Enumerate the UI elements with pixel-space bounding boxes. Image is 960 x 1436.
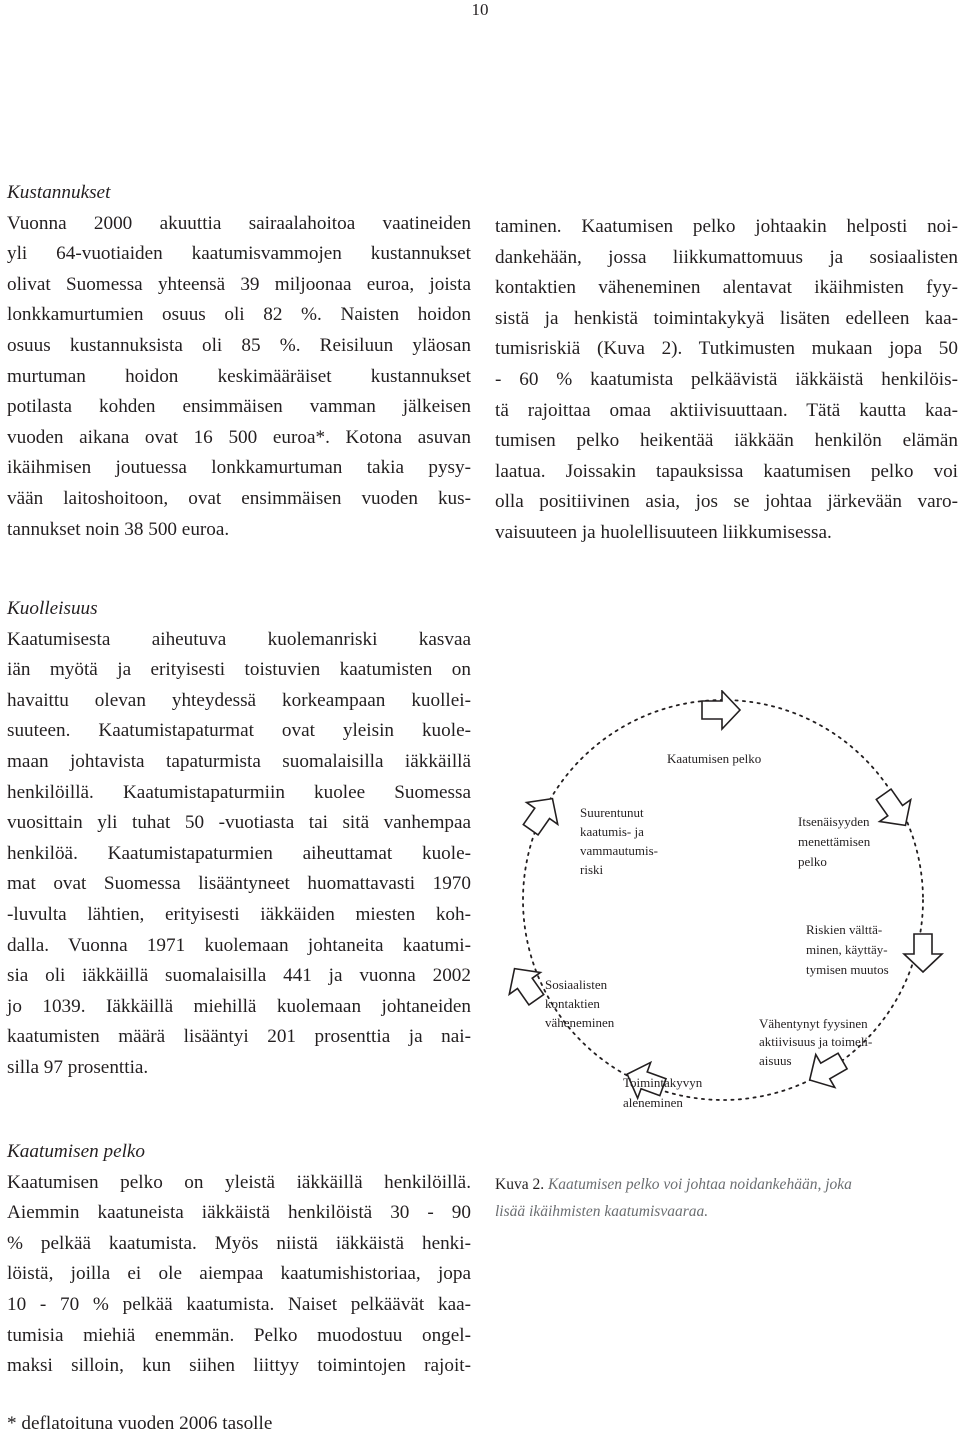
label-line: Itsenäisyyden <box>798 814 870 829</box>
text-line: sistä ja henkistä toimintakykyä lisäten edelleen kaa- <box>495 307 958 329</box>
text-line: laatua. Joissakin tapauksissa kaatumisen pelko voi <box>495 460 958 482</box>
caption-text: Kaatumisen pelko voi johtaa noidankehään, joka <box>544 1176 852 1193</box>
label-line: Kaatumisen pelko <box>667 751 762 766</box>
text-line: henkilöillä. Kaatumistapaturmiin kuolee Suomessa <box>7 781 471 803</box>
section-kustannukset <box>7 178 471 545</box>
text-line: tumisriskiä (Kuva 2). Tutkimusten mukaan jopa 50 <box>495 338 958 360</box>
diagram-label-riskien-valttaminen <box>806 922 889 977</box>
cycle-arrow-icon <box>904 934 942 972</box>
section-heading: Kuolleisuus <box>7 598 98 619</box>
text-line: tannukset noin 38 500 euroa. <box>7 518 230 540</box>
caption-text: lisää ikäihmisten kaatumisvaaraa. <box>495 1202 709 1220</box>
label-line: minen, käyttäy- <box>806 942 888 957</box>
text-line: Aiemmin kaatuneista iäkkäistä henkilöistä 30 - 90 <box>7 1202 471 1224</box>
text-line: tumisen pelko heikentää iäkkään henkilön elämän <box>495 430 958 452</box>
text-line: dalla. Vuonna 1971 kuolemaan johtaneita kaatumi- <box>7 934 471 956</box>
text-line: tumisia miehiä enemmän. Pelko muodostuu ongel- <box>7 1324 471 1346</box>
label-line: kaatumis- ja <box>580 824 644 839</box>
section-heading: Kaatumisen pelko <box>7 1141 146 1162</box>
text-line: Kaatumisen pelko on yleistä iäkkäillä henkilöillä. <box>7 1171 471 1193</box>
text-line: Kaatumisesta aiheutuva kuolemanriski kasvaa <box>7 628 471 650</box>
cycle-arrow-icon <box>499 958 552 1011</box>
text-line: vään laitoshoitoon, ovat ensimmäisen vuoden kus- <box>7 487 471 509</box>
paragraph <box>7 625 471 1084</box>
text-line: osuus kustannuksista oli 85 %. Reisiluun yläosan <box>7 334 471 356</box>
text-line: -luvulta lähtien, erityisesti iäkkäiden miesten koh- <box>7 903 471 925</box>
cycle-arrow-icon <box>515 788 568 841</box>
label-line: menettämisen <box>798 834 871 849</box>
text-line: maan johtavista tapaturmista suomalaisilla iäkkäillä <box>7 750 471 772</box>
diagram-label-kaatumisen-pelko <box>667 751 761 766</box>
label-line: Riskien välttä- <box>806 922 883 937</box>
text-line: ikäihmisen joutuessa lonkkamurtuman takia pysy- <box>7 457 471 479</box>
caption-label: Kuva 2. <box>495 1176 545 1193</box>
section-heading: Kustannukset <box>7 182 111 203</box>
label-line: vammautumis- <box>580 843 658 858</box>
footnote: * deflatoituna vuoden 2006 tasolle <box>7 1413 273 1434</box>
text-line: vuosittain yli tuhat 50 -vuotiasta tai sitä vanhempaa <box>7 812 471 834</box>
text-line: kaatumisten määrä lisääntyi 201 prosenttia ja nai- <box>7 1026 471 1048</box>
page-number: 10 <box>471 0 489 19</box>
text-line: lonkkamurtumien osuus oli 82 %. Naisten hoidon <box>7 304 471 326</box>
diagram-label-suurentunut-riski <box>580 805 658 877</box>
text-line: potilasta kohden ensimmäisen vamman jälkeisen <box>7 396 471 418</box>
text-line: mat ovat Suomessa lisääntyneet huomattavasti 1970 <box>7 873 471 895</box>
section-kuolleisuus <box>7 594 471 1084</box>
paragraph <box>495 212 958 549</box>
text-line: taminen. Kaatumisen pelko johtaakin helposti noi- <box>495 216 958 237</box>
text-line: löistä, joilla ei ole aiempaa kaatumishistoriaa, jopa <box>7 1263 471 1285</box>
diagram-label-sosiaalisten-kontaktien-vaheneminen <box>545 977 615 1030</box>
text-line: havaittu olevan yhteydessä korkeampaan kuollei- <box>7 689 471 711</box>
paragraph <box>7 209 471 546</box>
label-line: väheneminen <box>545 1015 615 1030</box>
text-line: vuoden aikana ovat 16 500 euroa*. Kotona asuvan <box>7 426 471 448</box>
cycle-arrow-icon <box>868 783 921 836</box>
vicious-circle-diagram <box>490 690 960 1130</box>
text-line: olla positiivinen asia, jos se johtaa järkevään varo- <box>495 491 958 513</box>
label-line: tymisen muutos <box>806 962 889 977</box>
text-line: vaisuuteen ja huolellisuuteen liikkumisessa. <box>495 521 832 543</box>
figure-caption <box>495 1172 945 1226</box>
text-line: sia oli iäkkäillä suomalaisilla 441 ja vuonna 2002 <box>7 965 471 987</box>
text-line: olivat Suomessa yhteensä 39 miljoonaa euroa, joista <box>7 273 471 295</box>
diagram-label-itsenaisyyden-menettamisen-pelko <box>798 814 871 869</box>
label-line: aleneminen <box>623 1095 683 1110</box>
text-line: silla 97 prosenttia. <box>7 1056 149 1078</box>
text-line: tä rajoittaa omaa aktiivisuuttaan. Tätä kautta kaa- <box>495 399 958 421</box>
cycle-arrow-icon <box>800 1045 852 1097</box>
section-kaatumisen-pelko <box>7 1137 471 1382</box>
text-line: dankehään, jossa liikkumattomuus ja sosiaalisten <box>495 246 958 268</box>
text-line: Vuonna 2000 akuuttia sairaalahoitoa vaatineiden <box>7 212 471 234</box>
text-line: iän myötä ja erityisesti toistuvien kaatumisten on <box>7 659 471 681</box>
label-line: Sosiaalisten <box>545 977 608 992</box>
label-line: pelko <box>798 854 827 869</box>
text-line: - 60 % kaatumista pelkäävistä iäkkäistä henkilöis- <box>495 368 958 390</box>
paragraph <box>7 1168 471 1382</box>
label-line: Toimintakyvyn <box>623 1075 703 1090</box>
text-line: suuteen. Kaatumistapaturmat ovat yleisin kuole- <box>7 720 471 742</box>
text-line: 10 - 70 % pelkää kaatumista. Naiset pelkäävät kaa- <box>7 1293 471 1315</box>
text-line: jo 1039. Iäkkäillä miehillä kuolemaan johtaneiden <box>7 995 471 1017</box>
text-line: % pelkää kaatumista. Myös niistä iäkkäistä henki- <box>7 1232 471 1254</box>
cycle-arrow-icon <box>702 691 740 729</box>
text-line: maksi silloin, kun siihen liittyy toimintojen rajoit- <box>7 1355 471 1377</box>
text-line: henkilöä. Kaatumistapaturmien aiheuttamat kuole- <box>7 842 471 864</box>
label-line: riski <box>580 862 604 877</box>
text-line: murtuman hoidon keskimääräiset kustannukset <box>7 365 471 387</box>
label-line: Suurentunut <box>580 805 644 820</box>
section-continuation <box>495 212 958 549</box>
label-line: aktiivisuus ja toimeli- <box>759 1034 873 1049</box>
label-line: aisuus <box>759 1053 792 1068</box>
label-line: Vähentynyt fyysinen <box>759 1016 868 1031</box>
text-line: kontaktien väheneminen alentavat ikäihmisten fyy- <box>495 277 958 299</box>
text-line: yli 64-vuotiaiden kaatumisvammojen kustannukset <box>7 243 471 265</box>
label-line: kontaktien <box>545 996 600 1011</box>
